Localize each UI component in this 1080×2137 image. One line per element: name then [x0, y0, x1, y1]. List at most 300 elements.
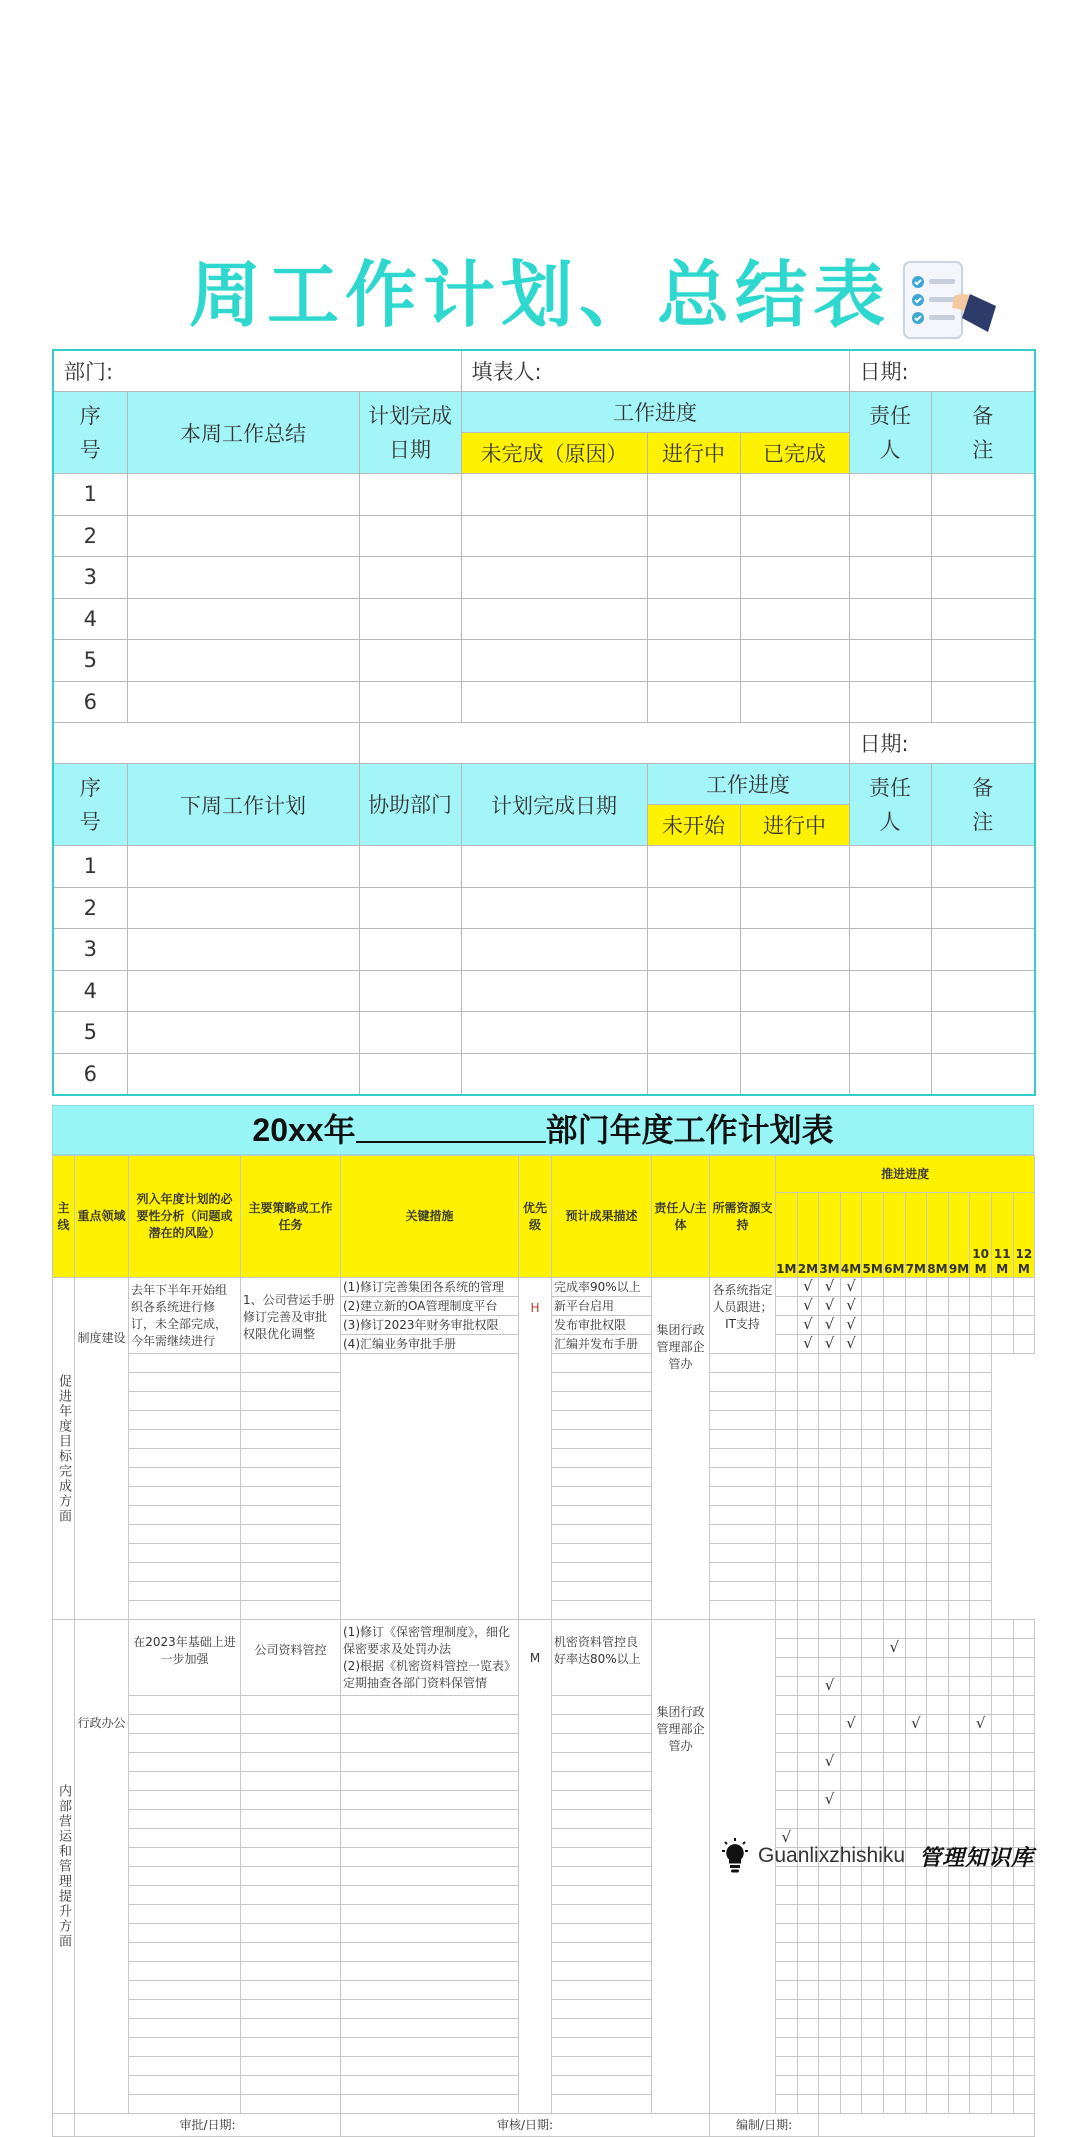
progress-cell[interactable]	[905, 1696, 927, 1715]
strategy-cell[interactable]	[241, 2076, 341, 2095]
progress-cell[interactable]	[862, 1772, 884, 1791]
progress-cell[interactable]	[776, 1449, 798, 1468]
progress-cell[interactable]	[710, 1354, 776, 1373]
progress-cell[interactable]	[883, 1696, 905, 1715]
progress-cell[interactable]	[840, 1772, 862, 1791]
progress-cell[interactable]	[776, 1924, 798, 1943]
progress-cell[interactable]	[819, 1601, 841, 1620]
progress-cell[interactable]	[862, 1620, 884, 1639]
progress-cell[interactable]	[840, 1373, 862, 1392]
progress-cell[interactable]	[862, 1563, 884, 1582]
progress-cell[interactable]	[819, 1373, 841, 1392]
progress-cell[interactable]	[970, 1981, 992, 2000]
done-cell[interactable]	[740, 515, 849, 557]
progress-cell[interactable]	[927, 1810, 949, 1829]
summary-cell[interactable]	[127, 474, 359, 516]
analysis-cell[interactable]	[129, 1753, 241, 1772]
progress-cell[interactable]	[970, 1449, 992, 1468]
progress-cell[interactable]	[991, 2095, 1013, 2114]
progress-cell[interactable]	[970, 1677, 992, 1696]
progress-cell[interactable]	[710, 1430, 776, 1449]
strategy-cell[interactable]	[241, 2019, 341, 2038]
progress-cell[interactable]	[552, 1487, 652, 1506]
progress-cell[interactable]	[1013, 2000, 1035, 2019]
measure-cell[interactable]	[341, 1867, 519, 1886]
progress-cell[interactable]	[797, 1544, 819, 1563]
progress-cell[interactable]	[776, 1810, 798, 1829]
progress-cell[interactable]	[927, 1506, 949, 1525]
measure-cell[interactable]	[129, 1563, 241, 1582]
progress-cell[interactable]	[862, 2095, 884, 2114]
owner-cell[interactable]	[849, 846, 931, 888]
progress-check-cell[interactable]	[819, 1278, 841, 1297]
incomplete-cell[interactable]	[461, 557, 647, 599]
summary-cell[interactable]	[127, 598, 359, 640]
progress-cell[interactable]	[927, 1297, 949, 1316]
plan-date-cell[interactable]	[461, 887, 647, 929]
progress-cell[interactable]	[991, 1316, 1013, 1335]
filler-field[interactable]	[461, 350, 849, 392]
analysis-cell[interactable]	[129, 1962, 241, 1981]
done-cell[interactable]	[740, 557, 849, 599]
progress-cell[interactable]	[819, 1696, 841, 1715]
analysis-cell[interactable]	[129, 1867, 241, 1886]
assist-cell[interactable]	[359, 929, 461, 971]
progress-cell[interactable]	[840, 1943, 862, 1962]
progress-cell[interactable]	[840, 1506, 862, 1525]
progress-cell[interactable]	[1013, 1658, 1035, 1677]
in-progress-cell[interactable]	[740, 887, 849, 929]
progress-cell[interactable]	[991, 1658, 1013, 1677]
progress-cell[interactable]	[776, 1886, 798, 1905]
progress-cell[interactable]	[797, 1468, 819, 1487]
progress-cell[interactable]	[948, 1905, 970, 1924]
outcome-cell[interactable]	[552, 2038, 652, 2057]
progress-cell[interactable]	[840, 1449, 862, 1468]
progress-cell[interactable]	[905, 1430, 927, 1449]
progress-cell[interactable]	[862, 1449, 884, 1468]
progress-cell[interactable]	[948, 2076, 970, 2095]
progress-cell[interactable]	[927, 1354, 949, 1373]
progress-cell[interactable]	[905, 1392, 927, 1411]
progress-cell[interactable]	[905, 2038, 927, 2057]
progress-cell[interactable]	[552, 1563, 652, 1582]
progress-cell[interactable]	[970, 1810, 992, 1829]
progress-cell[interactable]	[905, 1544, 927, 1563]
outcome-cell[interactable]: 汇编并发布手册	[552, 1335, 652, 1354]
progress-cell[interactable]	[1013, 1981, 1035, 2000]
progress-cell[interactable]	[797, 1487, 819, 1506]
progress-cell[interactable]	[840, 1734, 862, 1753]
done-cell[interactable]	[740, 474, 849, 516]
not-started-cell[interactable]	[647, 929, 740, 971]
progress-cell[interactable]	[883, 1373, 905, 1392]
progress-cell[interactable]	[948, 1468, 970, 1487]
measure-cell[interactable]	[129, 1525, 241, 1544]
outcome-cell[interactable]	[241, 1582, 341, 1601]
analysis-cell[interactable]	[129, 1772, 241, 1791]
in-progress-cell[interactable]	[647, 598, 740, 640]
progress-cell[interactable]	[948, 1487, 970, 1506]
progress-cell[interactable]	[905, 2019, 927, 2038]
outcome-cell[interactable]: 发布审批权限	[552, 1316, 652, 1335]
outcome-cell[interactable]	[552, 1753, 652, 1772]
progress-cell[interactable]	[991, 1924, 1013, 1943]
progress-cell[interactable]	[840, 1582, 862, 1601]
measure-cell[interactable]	[129, 1354, 241, 1373]
progress-cell[interactable]	[970, 1392, 992, 1411]
progress-cell[interactable]	[840, 1544, 862, 1563]
progress-check-cell[interactable]	[840, 1715, 862, 1734]
note-cell[interactable]	[931, 515, 1035, 557]
progress-cell[interactable]	[905, 1316, 927, 1335]
measure-cell[interactable]	[341, 2038, 519, 2057]
note-cell[interactable]	[931, 970, 1035, 1012]
progress-cell[interactable]	[1013, 1962, 1035, 1981]
progress-cell[interactable]	[883, 1544, 905, 1563]
progress-cell[interactable]	[862, 1658, 884, 1677]
outcome-cell[interactable]	[552, 1924, 652, 1943]
strategy-cell[interactable]	[241, 1810, 341, 1829]
progress-cell[interactable]	[927, 1658, 949, 1677]
progress-cell[interactable]	[819, 1886, 841, 1905]
progress-cell[interactable]	[840, 1563, 862, 1582]
progress-cell[interactable]	[905, 1601, 927, 1620]
progress-cell[interactable]	[991, 1734, 1013, 1753]
progress-cell[interactable]	[1013, 1316, 1035, 1335]
progress-cell[interactable]	[883, 1525, 905, 1544]
progress-cell[interactable]	[710, 1582, 776, 1601]
measure-cell[interactable]	[129, 1601, 241, 1620]
progress-cell[interactable]	[970, 2019, 992, 2038]
strategy-cell[interactable]	[241, 1829, 341, 1848]
progress-cell[interactable]	[1013, 1278, 1035, 1297]
progress-cell[interactable]	[883, 2057, 905, 2076]
owner-cell[interactable]	[849, 887, 931, 929]
progress-cell[interactable]	[862, 2000, 884, 2019]
progress-cell[interactable]	[840, 1525, 862, 1544]
progress-cell[interactable]	[970, 1772, 992, 1791]
progress-cell[interactable]	[948, 1544, 970, 1563]
not-started-cell[interactable]	[647, 846, 740, 888]
progress-cell[interactable]	[819, 1506, 841, 1525]
strategy-cell[interactable]	[241, 1962, 341, 1981]
measure-cell[interactable]	[341, 1715, 519, 1734]
outcome-cell[interactable]	[552, 1962, 652, 1981]
progress-cell[interactable]	[1013, 1905, 1035, 1924]
progress-check-cell[interactable]	[819, 1677, 841, 1696]
progress-cell[interactable]	[927, 1411, 949, 1430]
progress-cell[interactable]	[948, 1810, 970, 1829]
progress-cell[interactable]	[883, 1449, 905, 1468]
progress-cell[interactable]	[970, 1620, 992, 1639]
progress-cell[interactable]	[1013, 1620, 1035, 1639]
progress-cell[interactable]	[862, 1791, 884, 1810]
progress-cell[interactable]	[797, 1525, 819, 1544]
note-cell[interactable]	[931, 598, 1035, 640]
progress-cell[interactable]	[776, 1677, 798, 1696]
progress-cell[interactable]	[905, 1753, 927, 1772]
progress-cell[interactable]	[970, 1924, 992, 1943]
measure-cell[interactable]	[341, 1981, 519, 2000]
review-cell[interactable]	[341, 2114, 710, 2137]
incomplete-cell[interactable]	[461, 515, 647, 557]
progress-check-cell[interactable]	[840, 1297, 862, 1316]
outcome-cell[interactable]	[552, 1810, 652, 1829]
progress-cell[interactable]	[776, 2000, 798, 2019]
measure-cell[interactable]	[341, 1810, 519, 1829]
progress-cell[interactable]	[927, 2000, 949, 2019]
measure-cell[interactable]	[129, 1582, 241, 1601]
progress-cell[interactable]	[927, 1753, 949, 1772]
strategy-cell[interactable]	[241, 2038, 341, 2057]
progress-cell[interactable]	[948, 1335, 970, 1354]
progress-cell[interactable]	[710, 1525, 776, 1544]
progress-cell[interactable]	[819, 1943, 841, 1962]
progress-cell[interactable]	[970, 1658, 992, 1677]
outcome-cell[interactable]	[241, 1354, 341, 1373]
progress-cell[interactable]	[552, 1354, 652, 1373]
progress-cell[interactable]	[948, 1430, 970, 1449]
progress-cell[interactable]	[905, 2095, 927, 2114]
progress-cell[interactable]	[797, 1354, 819, 1373]
in-progress-cell[interactable]	[740, 1053, 849, 1095]
not-started-cell[interactable]	[647, 1053, 740, 1095]
note-cell[interactable]	[931, 929, 1035, 971]
owner-cell[interactable]	[849, 598, 931, 640]
progress-cell[interactable]	[991, 1620, 1013, 1639]
progress-cell[interactable]	[970, 1430, 992, 1449]
analysis-cell[interactable]	[129, 1981, 241, 2000]
progress-check-cell[interactable]	[819, 1791, 841, 1810]
progress-cell[interactable]	[840, 1468, 862, 1487]
progress-cell[interactable]	[905, 1525, 927, 1544]
progress-cell[interactable]	[905, 1791, 927, 1810]
progress-cell[interactable]	[970, 1582, 992, 1601]
progress-cell[interactable]	[862, 1696, 884, 1715]
outcome-cell[interactable]	[552, 1867, 652, 1886]
progress-cell[interactable]	[776, 1373, 798, 1392]
plan-date-cell[interactable]	[359, 681, 461, 723]
progress-cell[interactable]	[991, 1696, 1013, 1715]
progress-cell[interactable]	[905, 1810, 927, 1829]
progress-check-cell[interactable]	[819, 1753, 841, 1772]
owner-cell[interactable]	[849, 681, 931, 723]
progress-cell[interactable]	[862, 1886, 884, 1905]
progress-cell[interactable]	[927, 1601, 949, 1620]
outcome-cell[interactable]	[241, 1563, 341, 1582]
progress-cell[interactable]	[776, 1430, 798, 1449]
progress-cell[interactable]	[883, 1468, 905, 1487]
progress-cell[interactable]	[1013, 1734, 1035, 1753]
progress-cell[interactable]	[840, 2019, 862, 2038]
measure-cell[interactable]	[341, 1753, 519, 1772]
progress-cell[interactable]	[927, 1449, 949, 1468]
note-cell[interactable]	[931, 474, 1035, 516]
analysis-cell[interactable]	[129, 2057, 241, 2076]
progress-cell[interactable]	[797, 1639, 819, 1658]
progress-cell[interactable]	[970, 1297, 992, 1316]
progress-cell[interactable]	[948, 1316, 970, 1335]
progress-cell[interactable]	[710, 1392, 776, 1411]
progress-cell[interactable]	[797, 2076, 819, 2095]
progress-cell[interactable]	[927, 1278, 949, 1297]
progress-cell[interactable]	[883, 1620, 905, 1639]
progress-cell[interactable]	[840, 1981, 862, 2000]
summary-cell[interactable]	[127, 681, 359, 723]
progress-cell[interactable]	[1013, 1677, 1035, 1696]
progress-cell[interactable]	[840, 1791, 862, 1810]
progress-cell[interactable]	[883, 1601, 905, 1620]
progress-cell[interactable]	[991, 1677, 1013, 1696]
progress-cell[interactable]	[797, 1905, 819, 1924]
progress-cell[interactable]	[991, 1791, 1013, 1810]
progress-cell[interactable]	[970, 2057, 992, 2076]
progress-cell[interactable]	[819, 1620, 841, 1639]
progress-cell[interactable]	[862, 1525, 884, 1544]
in-progress-cell[interactable]	[740, 1012, 849, 1054]
progress-cell[interactable]	[797, 1791, 819, 1810]
progress-cell[interactable]	[840, 1411, 862, 1430]
progress-check-cell[interactable]	[797, 1297, 819, 1316]
progress-cell[interactable]	[883, 1335, 905, 1354]
analysis-cell[interactable]	[129, 2038, 241, 2057]
progress-cell[interactable]	[927, 1696, 949, 1715]
compile-cell[interactable]	[710, 2114, 819, 2137]
progress-cell[interactable]	[905, 1563, 927, 1582]
not-started-cell[interactable]	[647, 887, 740, 929]
progress-cell[interactable]	[819, 1962, 841, 1981]
progress-cell[interactable]	[927, 1430, 949, 1449]
outcome-cell[interactable]	[552, 2057, 652, 2076]
progress-cell[interactable]	[840, 1487, 862, 1506]
progress-cell[interactable]	[797, 2095, 819, 2114]
progress-cell[interactable]	[927, 2095, 949, 2114]
plan-date-cell[interactable]	[461, 1053, 647, 1095]
progress-cell[interactable]	[883, 1981, 905, 2000]
outcome-cell[interactable]	[241, 1525, 341, 1544]
progress-cell[interactable]	[970, 2000, 992, 2019]
outcome-cell[interactable]	[552, 1905, 652, 1924]
measure-cell[interactable]	[129, 1544, 241, 1563]
strategy-cell[interactable]	[241, 1753, 341, 1772]
outcome-cell[interactable]	[552, 1696, 652, 1715]
measure-cell[interactable]	[129, 1411, 241, 1430]
measure-cell[interactable]	[129, 1487, 241, 1506]
plan-cell[interactable]	[127, 1053, 359, 1095]
summary-cell[interactable]	[127, 515, 359, 557]
progress-cell[interactable]	[991, 1905, 1013, 1924]
progress-check-cell[interactable]	[970, 1715, 992, 1734]
progress-cell[interactable]	[862, 1601, 884, 1620]
progress-cell[interactable]	[970, 1601, 992, 1620]
progress-cell[interactable]	[819, 2095, 841, 2114]
progress-cell[interactable]	[1013, 1753, 1035, 1772]
progress-cell[interactable]	[927, 1715, 949, 1734]
progress-cell[interactable]	[927, 1373, 949, 1392]
done-cell[interactable]	[740, 598, 849, 640]
outcome-cell[interactable]	[552, 1772, 652, 1791]
analysis-cell[interactable]	[129, 1829, 241, 1848]
strategy-cell[interactable]	[241, 1867, 341, 1886]
plan-cell[interactable]	[127, 887, 359, 929]
progress-cell[interactable]	[883, 2076, 905, 2095]
progress-cell[interactable]	[840, 1696, 862, 1715]
progress-cell[interactable]	[776, 1639, 798, 1658]
measure-cell[interactable]: (1)修订《保密管理制度》，细化保密要求及处罚办法 (2)根据《机密资料管控一览表》定期抽查各部门资料保管情	[341, 1620, 519, 1696]
progress-cell[interactable]	[1013, 1810, 1035, 1829]
measure-cell[interactable]	[341, 2019, 519, 2038]
plan-cell[interactable]	[127, 970, 359, 1012]
progress-cell[interactable]	[797, 1810, 819, 1829]
progress-cell[interactable]	[1013, 1924, 1035, 1943]
measure-cell[interactable]: (2)建立新的OA管理制度平台	[341, 1297, 519, 1316]
plan-date-cell[interactable]	[461, 846, 647, 888]
progress-cell[interactable]	[797, 1886, 819, 1905]
progress-cell[interactable]	[552, 1411, 652, 1430]
progress-cell[interactable]	[970, 1962, 992, 1981]
progress-cell[interactable]	[710, 1487, 776, 1506]
progress-cell[interactable]	[991, 1297, 1013, 1316]
progress-cell[interactable]	[776, 1791, 798, 1810]
progress-cell[interactable]	[905, 1582, 927, 1601]
progress-cell[interactable]	[840, 1962, 862, 1981]
progress-cell[interactable]	[948, 1772, 970, 1791]
progress-cell[interactable]	[905, 1335, 927, 1354]
progress-cell[interactable]	[970, 1563, 992, 1582]
incomplete-cell[interactable]	[461, 681, 647, 723]
progress-cell[interactable]	[862, 1335, 884, 1354]
plan-cell[interactable]	[127, 846, 359, 888]
progress-cell[interactable]	[819, 1430, 841, 1449]
progress-cell[interactable]	[991, 1278, 1013, 1297]
progress-cell[interactable]	[776, 1468, 798, 1487]
progress-cell[interactable]	[776, 1620, 798, 1639]
measure-cell[interactable]	[341, 1924, 519, 1943]
progress-cell[interactable]	[927, 1563, 949, 1582]
note-cell[interactable]	[931, 887, 1035, 929]
progress-cell[interactable]	[819, 1392, 841, 1411]
plan-cell[interactable]	[127, 929, 359, 971]
in-progress-cell[interactable]	[740, 846, 849, 888]
progress-cell[interactable]	[819, 1981, 841, 2000]
progress-cell[interactable]	[991, 1753, 1013, 1772]
progress-cell[interactable]	[776, 1297, 798, 1316]
progress-cell[interactable]	[862, 1316, 884, 1335]
progress-cell[interactable]	[797, 1449, 819, 1468]
progress-cell[interactable]	[862, 1715, 884, 1734]
strategy-cell[interactable]	[241, 1734, 341, 1753]
progress-cell[interactable]	[776, 1316, 798, 1335]
progress-cell[interactable]	[991, 1943, 1013, 1962]
measure-cell[interactable]	[129, 1506, 241, 1525]
progress-cell[interactable]	[905, 1981, 927, 2000]
measure-cell[interactable]	[129, 1392, 241, 1411]
progress-cell[interactable]	[797, 2019, 819, 2038]
progress-cell[interactable]	[970, 1791, 992, 1810]
progress-cell[interactable]	[948, 1525, 970, 1544]
progress-cell[interactable]	[552, 1392, 652, 1411]
progress-cell[interactable]	[883, 1392, 905, 1411]
outcome-cell[interactable]	[552, 2019, 652, 2038]
progress-cell[interactable]	[862, 1962, 884, 1981]
progress-cell[interactable]	[776, 1734, 798, 1753]
progress-cell[interactable]	[840, 1354, 862, 1373]
progress-cell[interactable]	[862, 1639, 884, 1658]
progress-cell[interactable]	[776, 1525, 798, 1544]
progress-cell[interactable]	[776, 1354, 798, 1373]
progress-cell[interactable]	[862, 1354, 884, 1373]
